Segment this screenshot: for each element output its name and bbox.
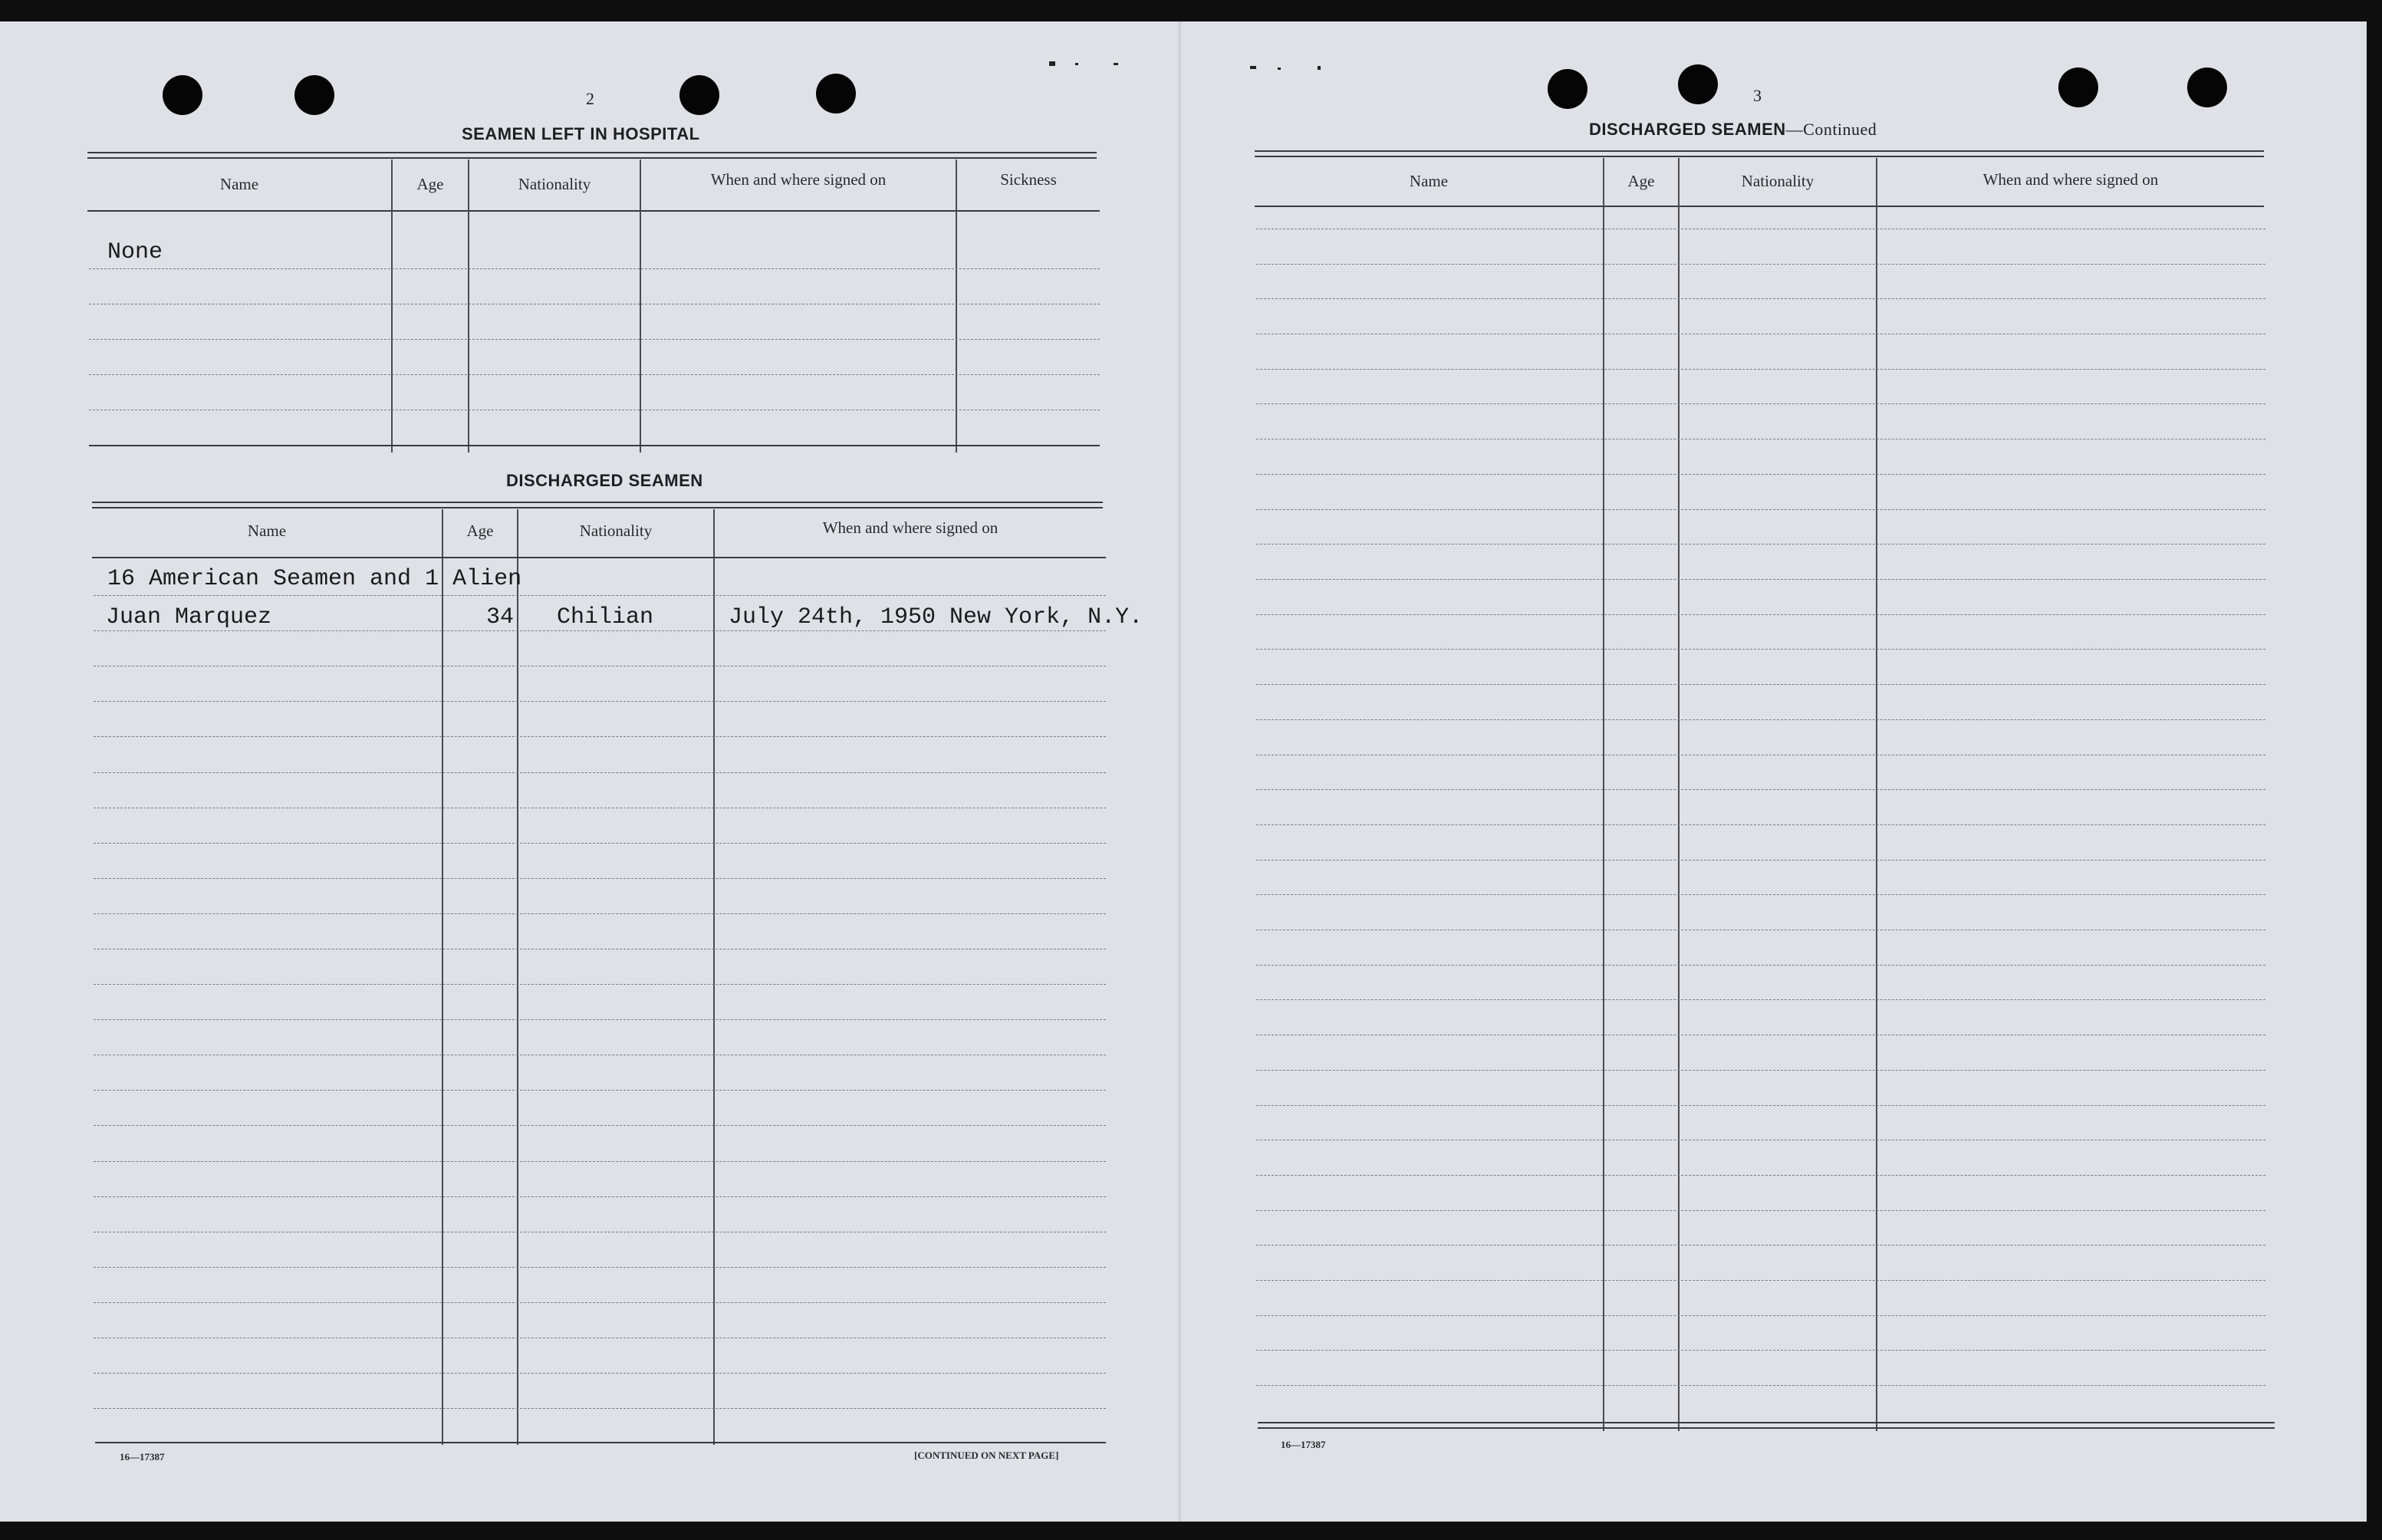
row-rule	[94, 630, 1106, 631]
ink-speck	[1278, 67, 1281, 70]
form-number: 16—17387	[1281, 1439, 1326, 1450]
row-rule	[94, 1408, 1106, 1409]
column-header-age: Age	[1627, 172, 1655, 190]
table-bottom-rule	[1258, 1422, 2275, 1429]
row-rule	[1256, 719, 2265, 720]
row-rule	[1256, 824, 2265, 825]
row-rule	[94, 984, 1106, 985]
column-header-nationality: Nationality	[518, 175, 591, 193]
column-header-nationality: Nationality	[579, 522, 653, 540]
header-rule	[92, 557, 1106, 558]
column-header-age: Age	[416, 175, 444, 193]
row-rule	[1256, 614, 2265, 615]
row-rule	[1256, 1350, 2265, 1351]
column-divider	[956, 160, 957, 452]
ink-speck	[1049, 61, 1055, 66]
row-rule	[94, 595, 1106, 596]
title-continued: —Continued	[1785, 120, 1877, 139]
row-rule	[1256, 1385, 2265, 1386]
row-rule	[94, 1125, 1106, 1126]
typed-entry: None	[107, 239, 163, 265]
table-bottom-rule	[89, 445, 1100, 446]
column-header-name: Name	[219, 175, 259, 193]
punch-hole	[2187, 67, 2227, 107]
form-number: 16—17387	[120, 1451, 165, 1463]
row-rule	[94, 1161, 1106, 1162]
section-title: SEAMEN LEFT IN HOSPITAL	[462, 124, 700, 143]
row-rule	[1256, 999, 2265, 1000]
table-top-rule	[92, 502, 1103, 508]
row-rule	[1256, 649, 2265, 650]
row-rule	[94, 1373, 1106, 1374]
column-divider	[1603, 158, 1604, 1431]
row-rule	[1256, 298, 2265, 299]
row-rule	[1256, 1315, 2265, 1316]
column-divider	[391, 160, 393, 452]
continued-note: [CONTINUED ON NEXT PAGE]	[914, 1450, 1059, 1461]
row-rule	[1256, 403, 2265, 404]
row-rule	[94, 1090, 1106, 1091]
page-number: 3	[1753, 86, 1762, 105]
row-rule	[1256, 1070, 2265, 1071]
row-rule	[89, 339, 1100, 340]
scanned-document	[0, 21, 2367, 1522]
column-divider	[640, 160, 641, 452]
table-top-rule	[87, 152, 1097, 159]
punch-hole	[163, 75, 202, 115]
row-rule	[1256, 894, 2265, 895]
punch-hole	[816, 74, 856, 114]
row-rule	[1256, 789, 2265, 790]
column-header-signed-on: When and where signed on	[1982, 170, 2159, 189]
scan-border	[0, 1522, 2382, 1540]
page-fold	[1178, 21, 1181, 1522]
column-header-signed-on: When and where signed on	[822, 518, 999, 537]
row-rule	[94, 913, 1106, 914]
punch-hole	[294, 75, 334, 115]
section-title	[1589, 120, 1877, 140]
row-rule	[94, 772, 1106, 773]
column-header-name: Name	[1409, 172, 1449, 190]
row-rule	[1256, 965, 2265, 966]
row-rule	[94, 701, 1106, 702]
header-rule	[1255, 206, 2264, 207]
ink-speck	[1250, 66, 1256, 69]
header-rule	[87, 210, 1100, 212]
row-rule	[1256, 1210, 2265, 1211]
row-rule	[94, 1196, 1106, 1197]
ink-speck	[1114, 63, 1118, 65]
column-divider	[517, 509, 518, 1445]
row-rule	[94, 1019, 1106, 1020]
seaman-name: Juan Marquez	[106, 604, 272, 630]
column-divider	[1678, 158, 1680, 1431]
section-title: DISCHARGED SEAMEN	[506, 471, 703, 490]
row-rule	[1256, 1280, 2265, 1281]
column-header-sickness: Sickness	[1000, 170, 1057, 189]
table-bottom-rule	[95, 1442, 1106, 1443]
row-rule	[94, 1267, 1106, 1268]
title-main: DISCHARGED SEAMEN	[1589, 120, 1786, 139]
row-rule	[1256, 1175, 2265, 1176]
row-rule	[1256, 474, 2265, 475]
page-number: 2	[586, 89, 594, 108]
seaman-signed-on: July 24th, 1950 New York, N.Y.	[729, 604, 1143, 630]
row-rule	[1256, 579, 2265, 580]
row-rule	[94, 736, 1106, 737]
column-header-signed-on: When and where signed on	[710, 170, 887, 189]
column-divider	[713, 509, 715, 1445]
ink-speck	[1318, 66, 1321, 70]
summary-line: 16 American Seamen and 1 Alien	[107, 566, 522, 592]
row-rule	[1256, 544, 2265, 545]
row-rule	[89, 374, 1100, 375]
ink-speck	[1075, 63, 1078, 65]
row-rule	[94, 843, 1106, 844]
column-divider	[442, 509, 443, 1445]
table-top-rule	[1255, 150, 2264, 157]
punch-hole	[1678, 64, 1718, 104]
punch-hole	[679, 75, 719, 115]
punch-hole	[2058, 67, 2098, 107]
column-header-nationality: Nationality	[1741, 172, 1814, 190]
column-header-name: Name	[247, 522, 287, 540]
row-rule	[1256, 264, 2265, 265]
row-rule	[89, 268, 1100, 269]
seaman-age: 34	[486, 604, 515, 630]
row-rule	[1256, 369, 2265, 370]
column-divider	[1876, 158, 1877, 1431]
column-header-age: Age	[466, 522, 494, 540]
row-rule	[94, 1302, 1106, 1303]
column-divider	[468, 160, 469, 452]
seaman-nationality: Chilian	[557, 604, 654, 630]
row-rule	[1256, 684, 2265, 685]
row-rule	[94, 878, 1106, 879]
row-rule	[1256, 1105, 2265, 1106]
row-rule	[1256, 509, 2265, 510]
punch-hole	[1548, 69, 1587, 109]
